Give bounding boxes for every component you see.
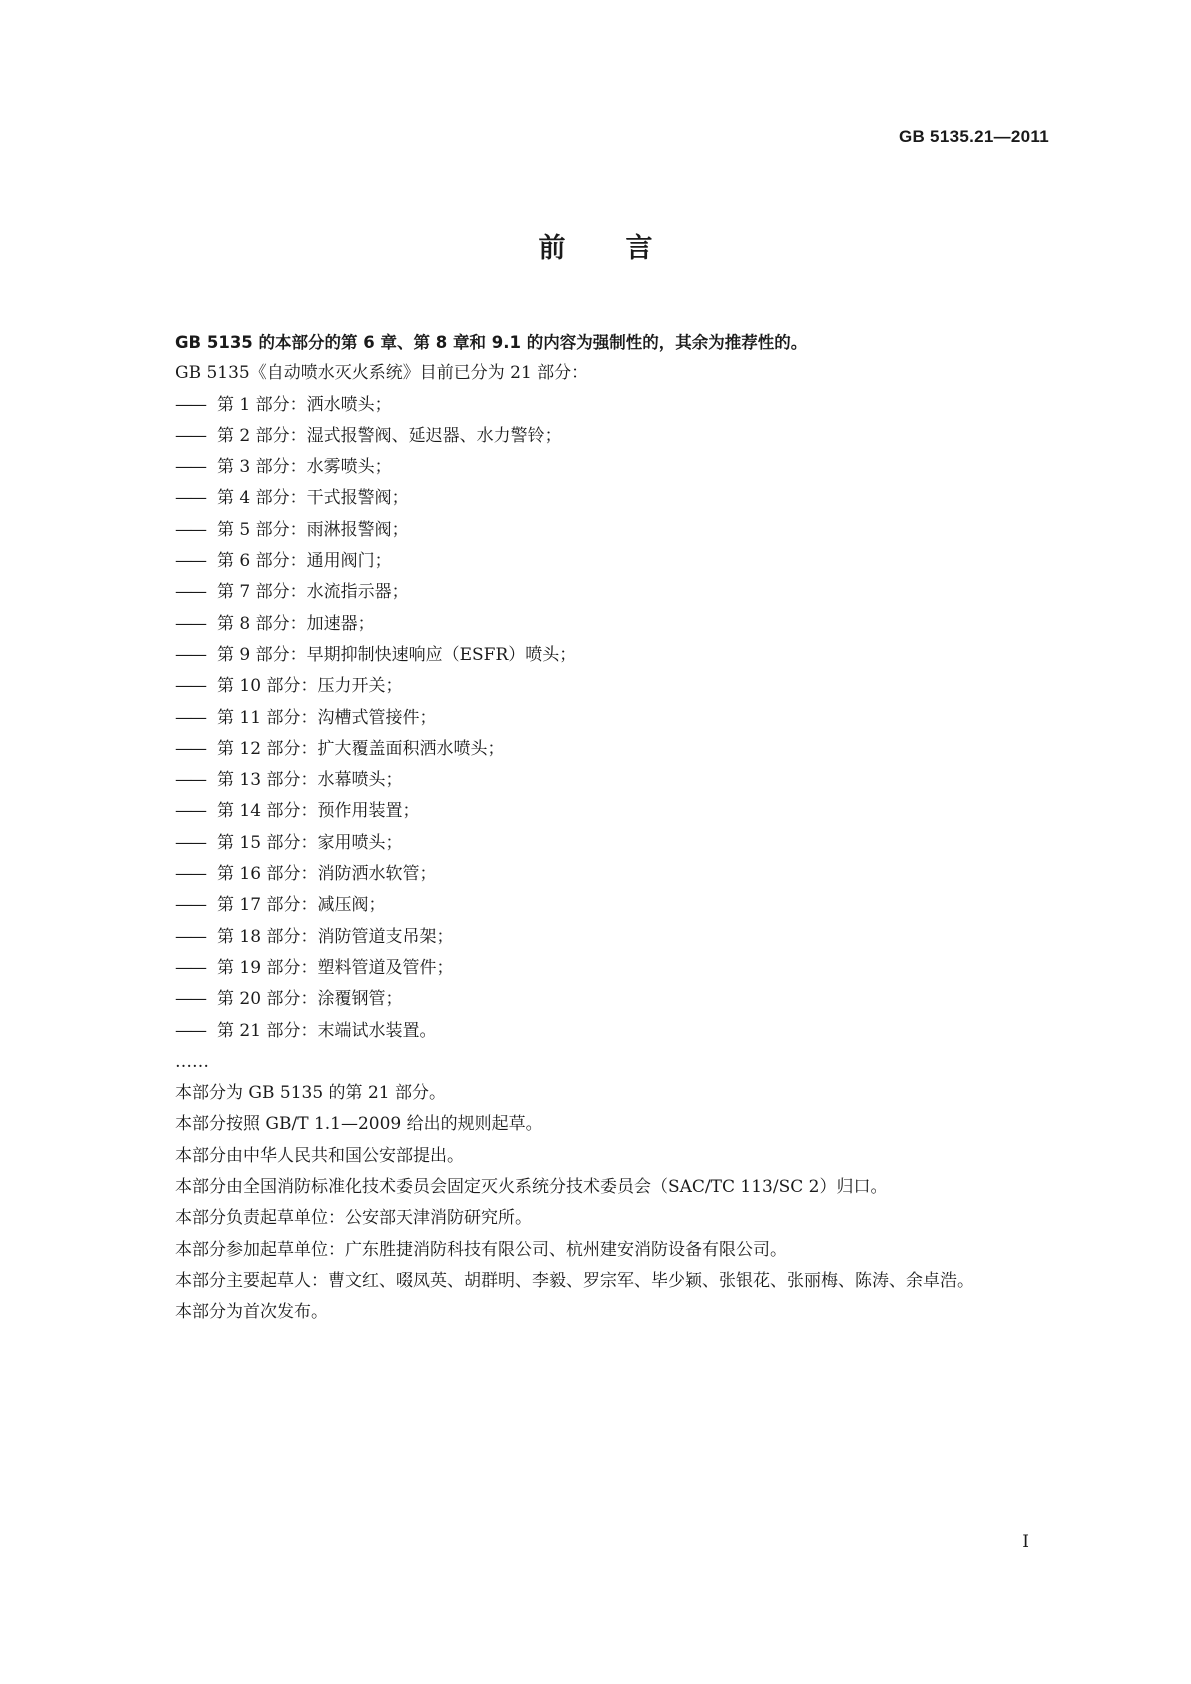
paragraph: 本部分由全国消防标准化技术委员会固定灭火系统分技术委员会（SAC/TC 113/SC 2）归口。 — [175, 1177, 888, 1198]
list-item-text: 第 20 部分：涂覆钢管； — [217, 989, 403, 1010]
list-dash: —— — [175, 676, 205, 697]
mandatory-statement: GB 5135 的本部分的第 6 章、第 8 章和 9.1 的内容为强制性的，其余为推荐性的。 — [175, 333, 808, 352]
list-item — [175, 390, 1075, 421]
parts-list — [175, 390, 1075, 1047]
list-item-text: 第 15 部分：家用喷头； — [217, 832, 403, 853]
list-dash: —— — [175, 864, 205, 885]
list-item — [175, 984, 1075, 1015]
list-item-text: 第 14 部分：预作用装置； — [217, 801, 420, 822]
document-body — [175, 327, 1075, 1329]
list-dash: —— — [175, 488, 205, 509]
list-dash: —— — [175, 707, 205, 728]
list-dash: —— — [175, 989, 205, 1010]
paragraph: 本部分按照 GB/T 1.1—2009 给出的规则起草。 — [175, 1114, 543, 1135]
list-item — [175, 640, 1075, 671]
list-item-text: 第 13 部分：水幕喷头； — [217, 770, 403, 791]
list-item — [175, 671, 1075, 702]
list-dash: —— — [175, 582, 205, 603]
list-item — [175, 609, 1075, 640]
list-dash: —— — [175, 425, 205, 446]
list-item — [175, 796, 1075, 827]
list-dash: —— — [175, 738, 205, 759]
list-dash: —— — [175, 457, 205, 478]
list-dash: —— — [175, 801, 205, 822]
page-number: I — [1022, 1532, 1029, 1552]
list-item — [175, 828, 1075, 859]
list-dash: —— — [175, 644, 205, 665]
paragraph: 本部分主要起草人：曹文红、啜凤英、胡群明、李毅、罗宗军、毕少颖、张银花、张丽梅、陈涛、余卓浩。 — [175, 1270, 974, 1291]
list-dash: —— — [175, 832, 205, 853]
list-item — [175, 859, 1075, 890]
list-item-text: 第 10 部分：压力开关； — [217, 676, 403, 697]
standard-number: GB 5135.21—2011 — [898, 127, 1049, 146]
list-item — [175, 1016, 1075, 1047]
list-item-text: 第 1 部分：洒水喷头； — [217, 394, 392, 415]
list-item-text: 第 21 部分：末端试水装置。 — [217, 1020, 437, 1041]
paragraph: 本部分参加起草单位：广东胜捷消防科技有限公司、杭州建安消防设备有限公司。 — [175, 1239, 787, 1260]
list-item-text: 第 16 部分：消防洒水软管； — [217, 864, 437, 885]
list-dash: —— — [175, 394, 205, 415]
list-dash: —— — [175, 770, 205, 791]
list-item-text: 第 2 部分：湿式报警阀、延迟器、水力警铃； — [217, 425, 562, 446]
list-item — [175, 953, 1075, 984]
closing-paragraphs — [175, 1078, 1075, 1328]
ellipsis: …… — [175, 1051, 209, 1072]
list-item — [175, 765, 1075, 796]
list-item-text: 第 7 部分：水流指示器； — [217, 582, 409, 603]
list-item-text: 第 18 部分：消防管道支吊架； — [217, 926, 454, 947]
list-item — [175, 890, 1075, 921]
list-item-text: 第 3 部分：水雾喷头； — [217, 457, 392, 478]
list-item — [175, 452, 1075, 483]
list-item — [175, 421, 1075, 452]
list-item-text: 第 19 部分：塑料管道及管件； — [217, 957, 454, 978]
page-title: 前言 — [538, 233, 713, 264]
paragraph: 本部分为首次发布。 — [175, 1302, 328, 1323]
list-item-text: 第 4 部分：干式报警阀； — [217, 488, 409, 509]
list-item-text: 第 9 部分：早期抑制快速响应（ESFR）喷头； — [217, 644, 577, 665]
list-item-text: 第 12 部分：扩大覆盖面积洒水喷头； — [217, 738, 505, 759]
list-dash: —— — [175, 957, 205, 978]
list-item — [175, 577, 1075, 608]
list-item-text: 第 6 部分：通用阀门； — [217, 551, 392, 572]
list-item — [175, 734, 1075, 765]
list-item-text: 第 5 部分：雨淋报警阀； — [217, 519, 409, 540]
list-item-text: 第 17 部分：减压阀； — [217, 895, 386, 916]
paragraph: 本部分为 GB 5135 的第 21 部分。 — [175, 1083, 446, 1104]
list-item — [175, 515, 1075, 546]
list-dash: —— — [175, 551, 205, 572]
list-dash: —— — [175, 613, 205, 634]
list-dash: —— — [175, 519, 205, 540]
list-dash: —— — [175, 926, 205, 947]
paragraph: 本部分负责起草单位：公安部天津消防研究所。 — [175, 1208, 532, 1229]
list-item — [175, 703, 1075, 734]
series-intro: GB 5135《自动喷水灭火系统》目前已分为 21 部分： — [175, 363, 589, 384]
list-dash: —— — [175, 895, 205, 916]
list-dash: —— — [175, 1020, 205, 1041]
list-item — [175, 546, 1075, 577]
list-item — [175, 483, 1075, 514]
paragraph: 本部分由中华人民共和国公安部提出。 — [175, 1145, 464, 1166]
list-item-text: 第 8 部分：加速器； — [217, 613, 375, 634]
list-item-text: 第 11 部分：沟槽式管接件； — [217, 707, 437, 728]
list-item — [175, 922, 1075, 953]
